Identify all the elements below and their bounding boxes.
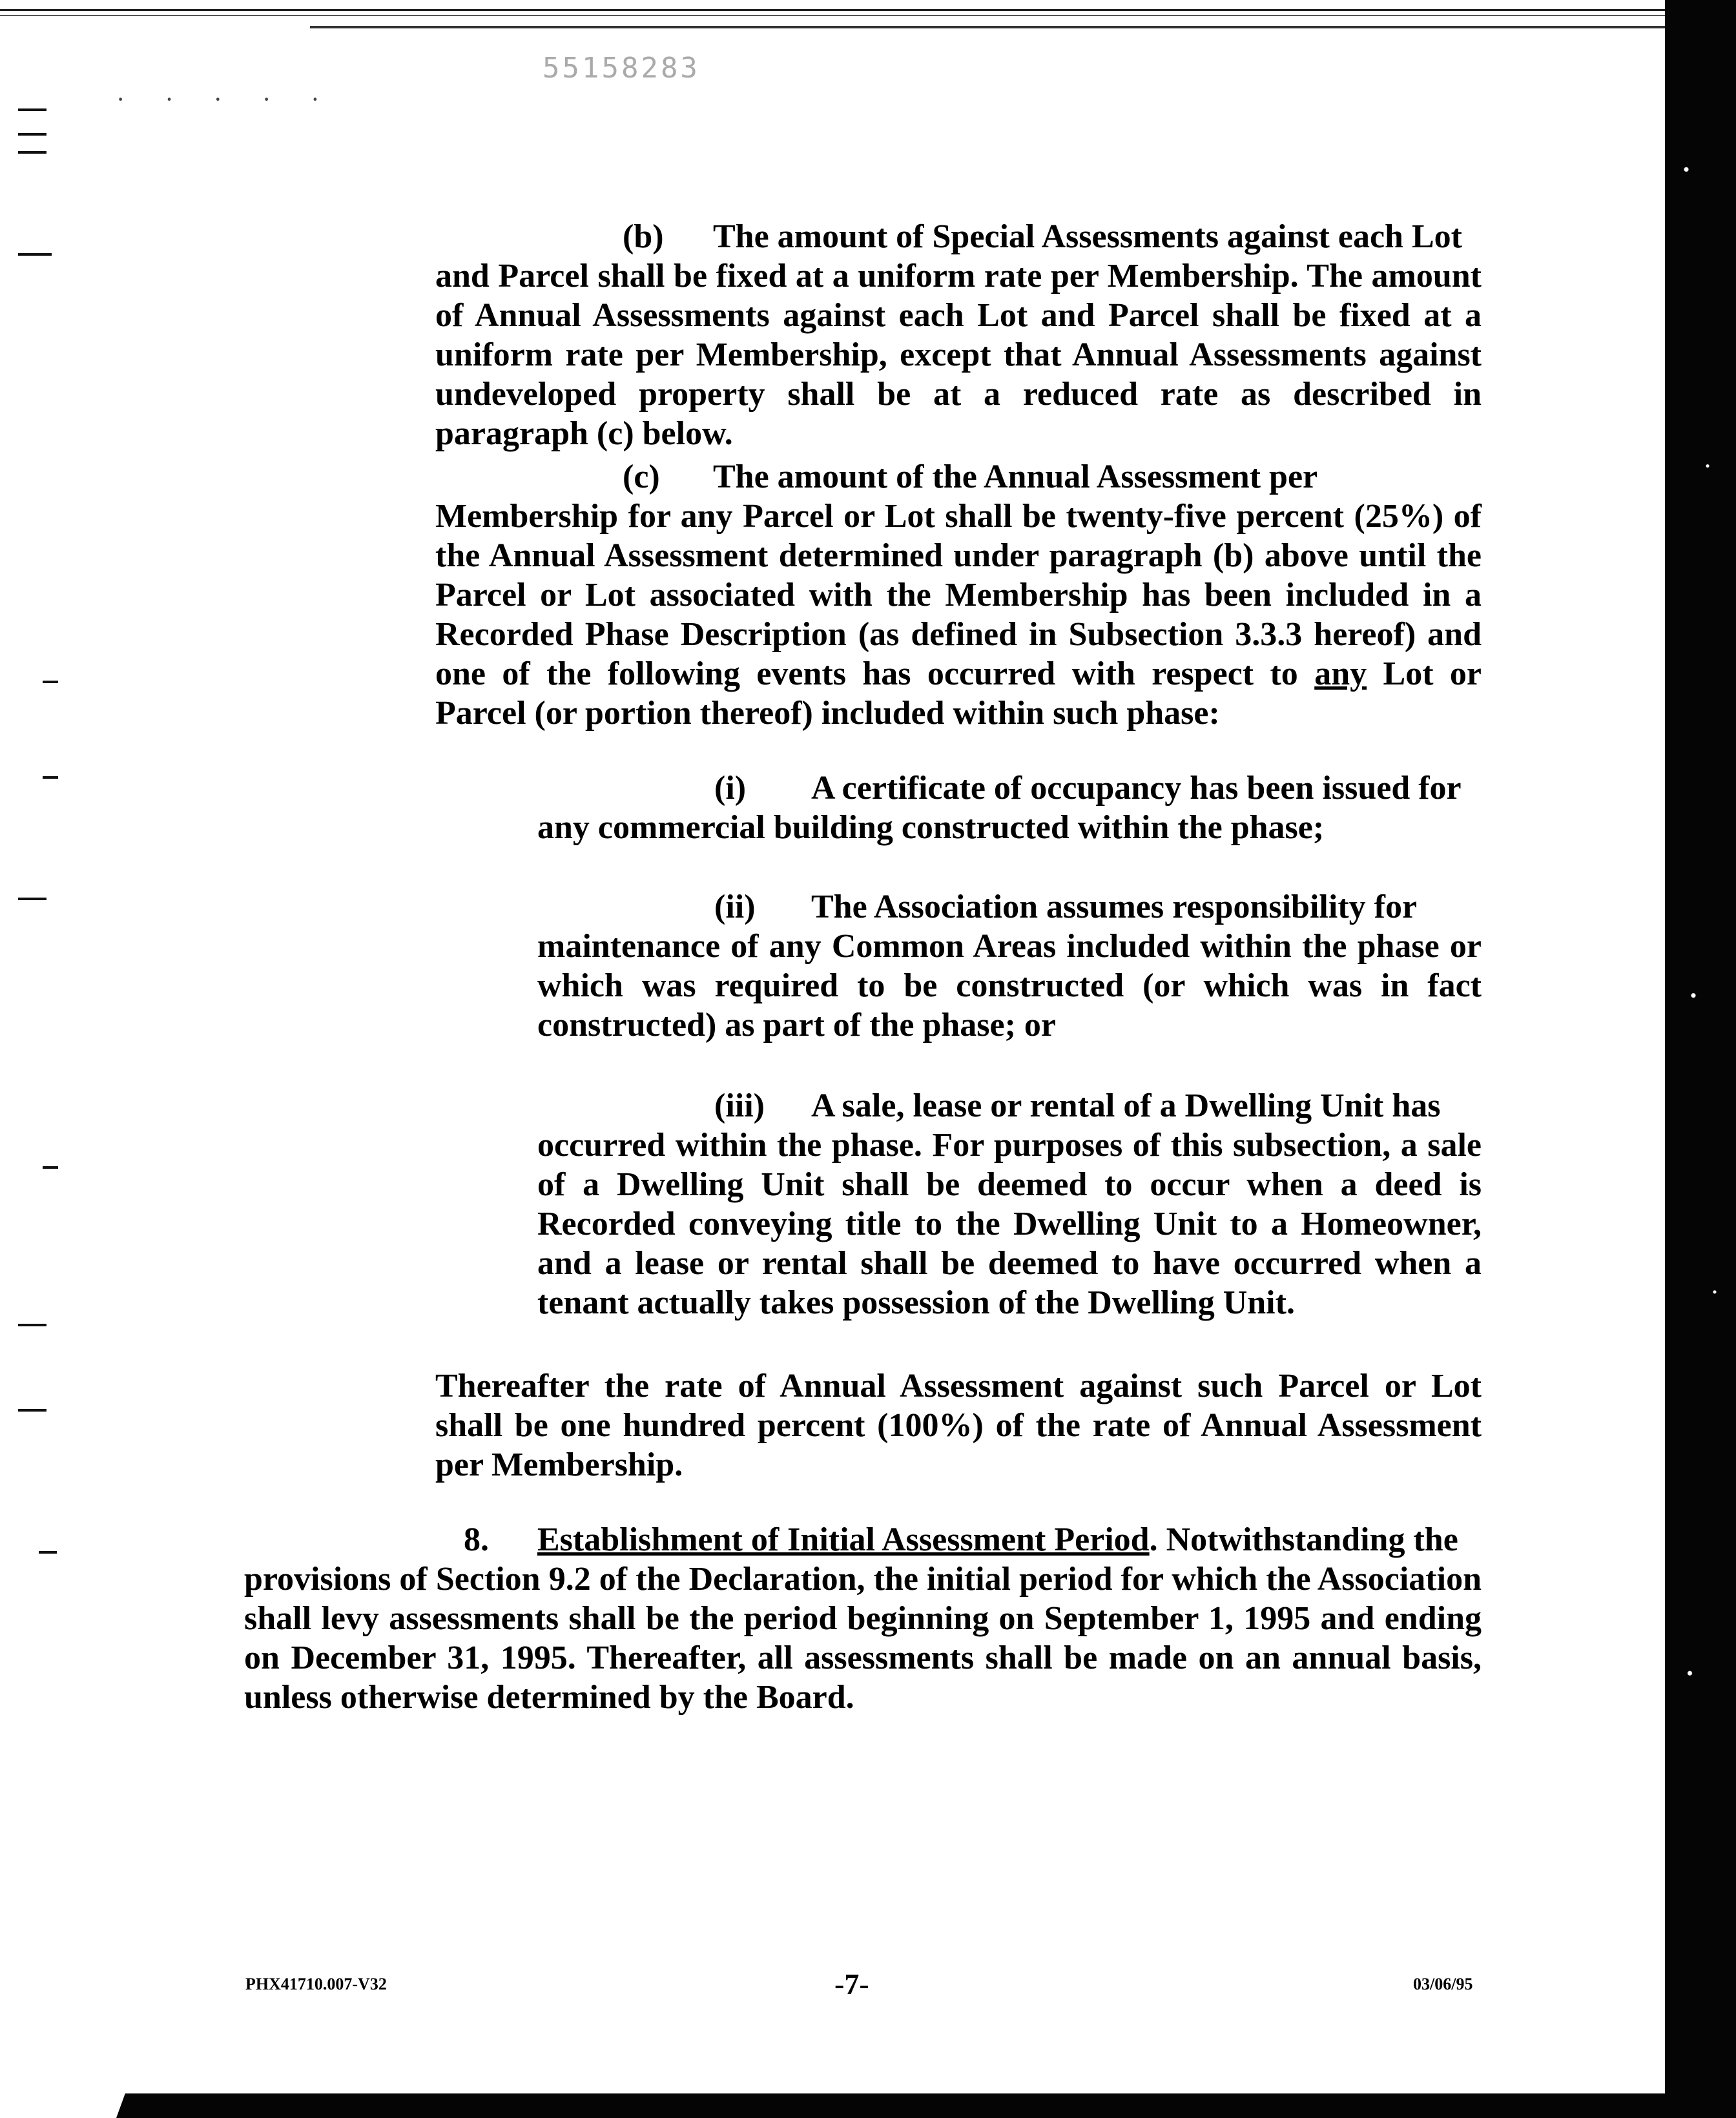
margin-mark <box>43 681 58 683</box>
paragraph-b <box>435 217 1482 453</box>
margin-mark <box>18 133 46 136</box>
paragraph-label: (iii) <box>714 1087 765 1124</box>
paragraph-text: any commercial building constructed within the phase; <box>537 809 1325 846</box>
paragraph-text: provisions of Section 9.2 of the Declaration, the initial period for which the Association shall levy assessments shall be the period beginning on September 1, 1995 and ending on December 31, 1995. Thereafter, all assessments shall be made on an annual basis, unless otherwise determined by the Board. <box>244 1561 1482 1716</box>
paragraph-text: Thereafter the rate of Annual Assessment against such Parcel or Lot shall be one hundred percent (100%) of the rate of Annual Assessment per Membership. <box>435 1368 1482 1483</box>
margin-mark <box>18 1324 46 1326</box>
paragraph-text-part: Membership for any Parcel or Lot shall be twenty-five percent (25%) of the Annual Assessment determined under paragraph (b) above until the Parcel or Lot associated with the Membership has been included in a Recorded Phase Description (as defined in Subsection 3.3.3 hereof) and one of the following events has occurred with respect to <box>435 498 1482 692</box>
paragraph-text: and Parcel shall be fixed at a uniform rate per Membership. The amount of Annual Assessments against each Lot and Parcel shall be fixed at a uniform rate per Membership, except that Annual Assessments against undeveloped property shall be at a reduced rate as described in paragraph (c) below. <box>435 258 1482 452</box>
paragraph-label: (i) <box>714 770 747 807</box>
scan-top-rule <box>310 26 1666 28</box>
scan-edge-right <box>1665 0 1736 2118</box>
footer-date: 03/06/95 <box>1413 1975 1473 1993</box>
scan-edge-bottom <box>116 2093 1736 2118</box>
margin-mark <box>43 1166 58 1169</box>
paragraph-text: The Association assumes responsibility for <box>811 889 1418 925</box>
paragraph-text: The amount of the Annual Assessment per <box>713 458 1318 495</box>
underlined-word: any <box>1314 655 1367 692</box>
paragraph-c <box>435 457 1482 733</box>
margin-mark <box>18 253 52 256</box>
section-8 <box>244 1520 1482 1717</box>
margin-mark <box>18 151 46 154</box>
paragraph-text: maintenance of any Common Areas included within the phase or which was required to be constructed (or which was in fact constructed) as part of the phase; or <box>537 928 1482 1044</box>
footer-doc-id: PHX41710.007-V32 <box>245 1975 387 1993</box>
paragraph-label: (b) <box>623 218 664 255</box>
margin-mark <box>39 1551 57 1554</box>
section-number: 8. <box>464 1521 489 1558</box>
document-stamp: 55158283 <box>542 52 700 85</box>
paragraph-text: occurred within the phase. For purposes of this subsection, a sale of a Dwelling Unit shall be deemed to occur when a deed is Recorded conveying title to the Dwelling Unit to a Homeowner, and a lease or rental shall be deemed to have occurred when a tenant actually takes possession of the Dwelling Unit. <box>537 1127 1482 1321</box>
paragraph-text: A sale, lease or rental of a Dwelling Unit has <box>811 1087 1441 1124</box>
paragraph-ii <box>537 887 1482 1045</box>
paragraph-text-part: Lot or Parcel (or portion thereof) included within such phase: <box>435 655 1482 732</box>
paragraph-iii <box>537 1086 1482 1322</box>
scan-specks: · · · · · <box>116 85 336 114</box>
margin-mark <box>18 1409 46 1412</box>
paragraph-text <box>435 497 1482 733</box>
paragraph-text: The amount of Special Assessments against each Lot <box>713 218 1462 255</box>
page-number: -7- <box>834 1968 869 2000</box>
scan-top-rule <box>0 9 1679 16</box>
paragraph-i <box>537 768 1482 847</box>
section-heading: Establishment of Initial Assessment Period <box>537 1521 1150 1558</box>
paragraph-text: . Notwithstanding the <box>1149 1521 1458 1558</box>
paragraph-label: (c) <box>623 458 660 495</box>
margin-mark <box>18 108 46 111</box>
margin-mark <box>43 776 58 779</box>
paragraph-text: A certificate of occupancy has been issued for <box>811 770 1462 807</box>
paragraph-thereafter <box>435 1366 1482 1485</box>
margin-mark <box>18 898 46 900</box>
paragraph-label: (ii) <box>714 889 756 925</box>
